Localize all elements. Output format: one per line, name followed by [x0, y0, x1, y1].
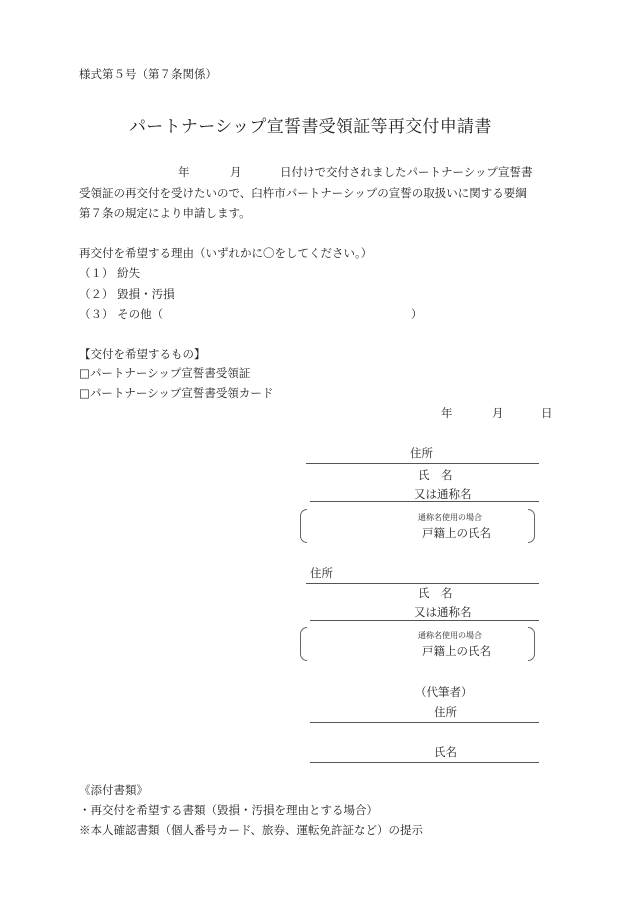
applicant2-name-label: 氏 名	[418, 586, 453, 600]
body-line-3: 第７条の規定により申請します。	[79, 206, 251, 220]
applicant1-address-label: 住所	[410, 446, 433, 460]
request-item-card: □パートナーシップ宣誓書受領カード	[79, 386, 274, 400]
request-item-certificate: □パートナーシップ宣誓書受領証	[79, 366, 251, 380]
attachments-line-1: ・再交付を希望する書類（毀損・汚損を理由とする場合）	[79, 803, 378, 817]
sign-date-day: 日	[541, 406, 553, 420]
proxy-name-line	[310, 762, 539, 763]
reason-item-other: （３） その他（	[79, 307, 164, 321]
reason-item-damaged: （２） 毀損・汚損	[79, 287, 175, 301]
applicant1-name-label: 氏 名	[418, 468, 453, 482]
applicant2-address-line	[306, 583, 539, 584]
date-month-label: 月	[230, 165, 242, 179]
proxy-name-label: 氏名	[434, 745, 457, 759]
date-year-label: 年	[178, 165, 190, 179]
applicant2-bracket-left	[300, 627, 307, 661]
reason-heading: 再交付を希望する理由（いずれかに〇をしてください。）	[79, 246, 373, 260]
sign-date-year: 年	[441, 406, 453, 420]
body-line-1: 日付けで交付されましたパートナーシップ宣誓書	[280, 165, 533, 179]
attachments-heading: 《添付書類》	[79, 783, 148, 797]
attachments-line-2: ※本人確認書類（個人番号カード、旅券、運転免許証など）の提示	[79, 823, 423, 837]
body-line-2: 受領証の再交付を受けたいので、臼杵市パートナーシップの宣誓の取扱いに関する要綱	[79, 186, 527, 200]
reason-close-paren: ）	[411, 307, 423, 321]
applicant2-alias-note: 通称名使用の場合	[418, 631, 482, 640]
applicant1-bracket-left	[300, 509, 307, 543]
reason-item-lost: （１） 紛失	[79, 266, 141, 280]
proxy-heading: （代筆者）	[415, 685, 473, 699]
form-number: 様式第５号（第７条関係）	[79, 67, 217, 81]
applicant2-registry-name: 戸籍上の氏名	[422, 644, 491, 658]
proxy-address-label: 住所	[434, 705, 457, 719]
applicant2-bracket-right	[528, 627, 535, 661]
proxy-address-line	[310, 722, 539, 723]
applicant1-bracket-right	[528, 509, 535, 543]
applicant1-name-line	[310, 501, 539, 502]
request-heading: 【交付を希望するもの】	[79, 347, 206, 361]
applicant1-alias-label: 又は通称名	[414, 487, 472, 501]
applicant1-address-line	[306, 463, 539, 464]
applicant2-alias-label: 又は通称名	[414, 605, 472, 619]
applicant2-address-label: 住所	[310, 566, 333, 580]
document-title: パートナーシップ宣誓書受領証等再交付申請書	[129, 117, 492, 137]
applicant1-registry-name: 戸籍上の氏名	[422, 526, 491, 540]
applicant2-name-line	[310, 620, 539, 621]
sign-date-month: 月	[492, 406, 504, 420]
applicant1-alias-note: 通称名使用の場合	[418, 513, 482, 522]
